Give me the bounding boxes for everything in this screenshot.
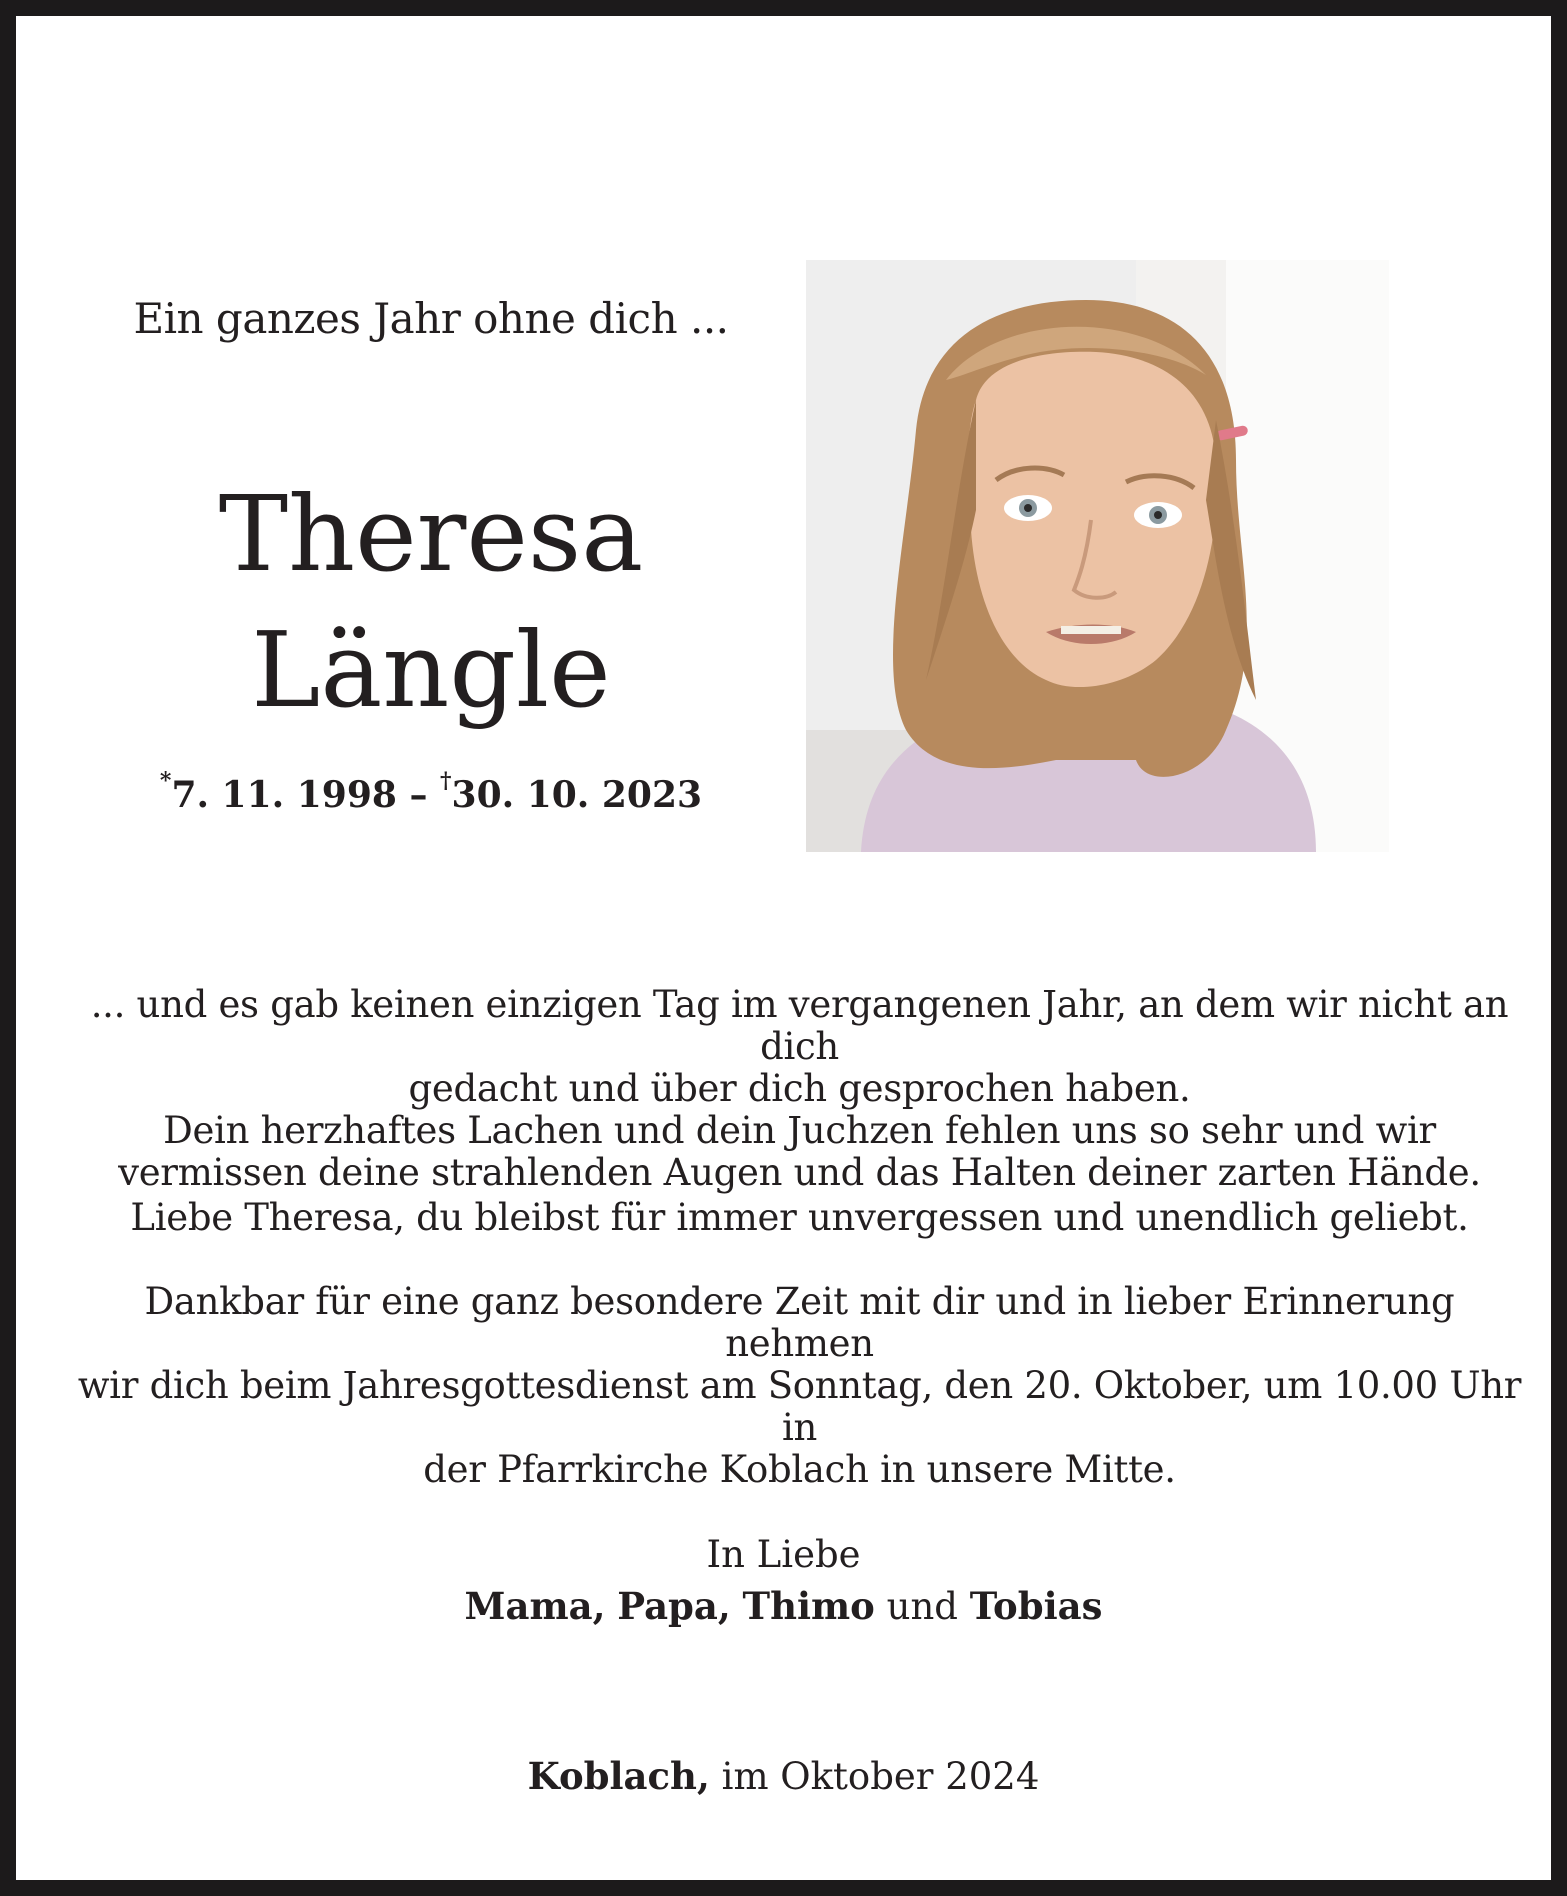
text-line: Dankbar für eine ganz besondere Zeit mit dir und in lieber Erinnerung nehmen <box>144 1280 1455 1365</box>
last-name: Längle <box>251 609 611 731</box>
paragraph-love: Liebe Theresa, du bleibst für immer unvergessen und unendlich geliebt. <box>130 1196 1469 1239</box>
text-line: gedacht und über dich gesprochen haben. <box>408 1067 1191 1110</box>
teeth <box>1061 626 1121 634</box>
life-dates <box>16 768 846 816</box>
obituary-card <box>16 16 1551 1880</box>
place-date <box>16 1754 1551 1798</box>
death-date: 30. 10. 2023 <box>451 774 703 816</box>
birth-date: 7. 11. 1998 <box>171 774 397 816</box>
paragraph-memory <box>76 984 1523 1194</box>
first-name: Theresa <box>218 473 644 595</box>
text-line: wir dich beim Jahresgottesdienst am Sonntag, den 20. Oktober, um 10.00 Uhr in <box>77 1364 1522 1449</box>
family-tobias: Tobias <box>969 1584 1103 1628</box>
family-signature <box>16 1584 1551 1628</box>
date-separator: – <box>409 774 428 816</box>
family-mama: Mama, <box>464 1584 606 1628</box>
intro-line: Ein ganzes Jahr ohne dich ... <box>133 294 729 343</box>
birth-symbol: * <box>159 768 172 794</box>
family-papa: Papa, <box>617 1584 731 1628</box>
closing-greeting: In Liebe <box>706 1533 861 1576</box>
portrait-photo-illustration <box>806 260 1389 852</box>
text-line: vermissen deine strahlenden Augen und das Halten deiner zarten Hände. <box>118 1151 1481 1194</box>
paragraph-service <box>76 1281 1523 1491</box>
text-line: Dein herzhaftes Lachen und dein Juchzen fehlen uns so sehr und wir <box>163 1109 1436 1152</box>
family-und: und <box>886 1585 958 1628</box>
place: Koblach, <box>527 1754 710 1798</box>
date: im Oktober 2024 <box>721 1755 1040 1798</box>
text-line: ... und es gab keinen einzigen Tag im vergangenen Jahr, an dem wir nicht an dich <box>90 983 1509 1068</box>
portrait-photo <box>806 260 1389 852</box>
text-line: der Pfarrkirche Koblach in unsere Mitte. <box>423 1448 1176 1491</box>
death-symbol: † <box>440 768 452 794</box>
family-thimo: Thimo <box>742 1584 875 1628</box>
